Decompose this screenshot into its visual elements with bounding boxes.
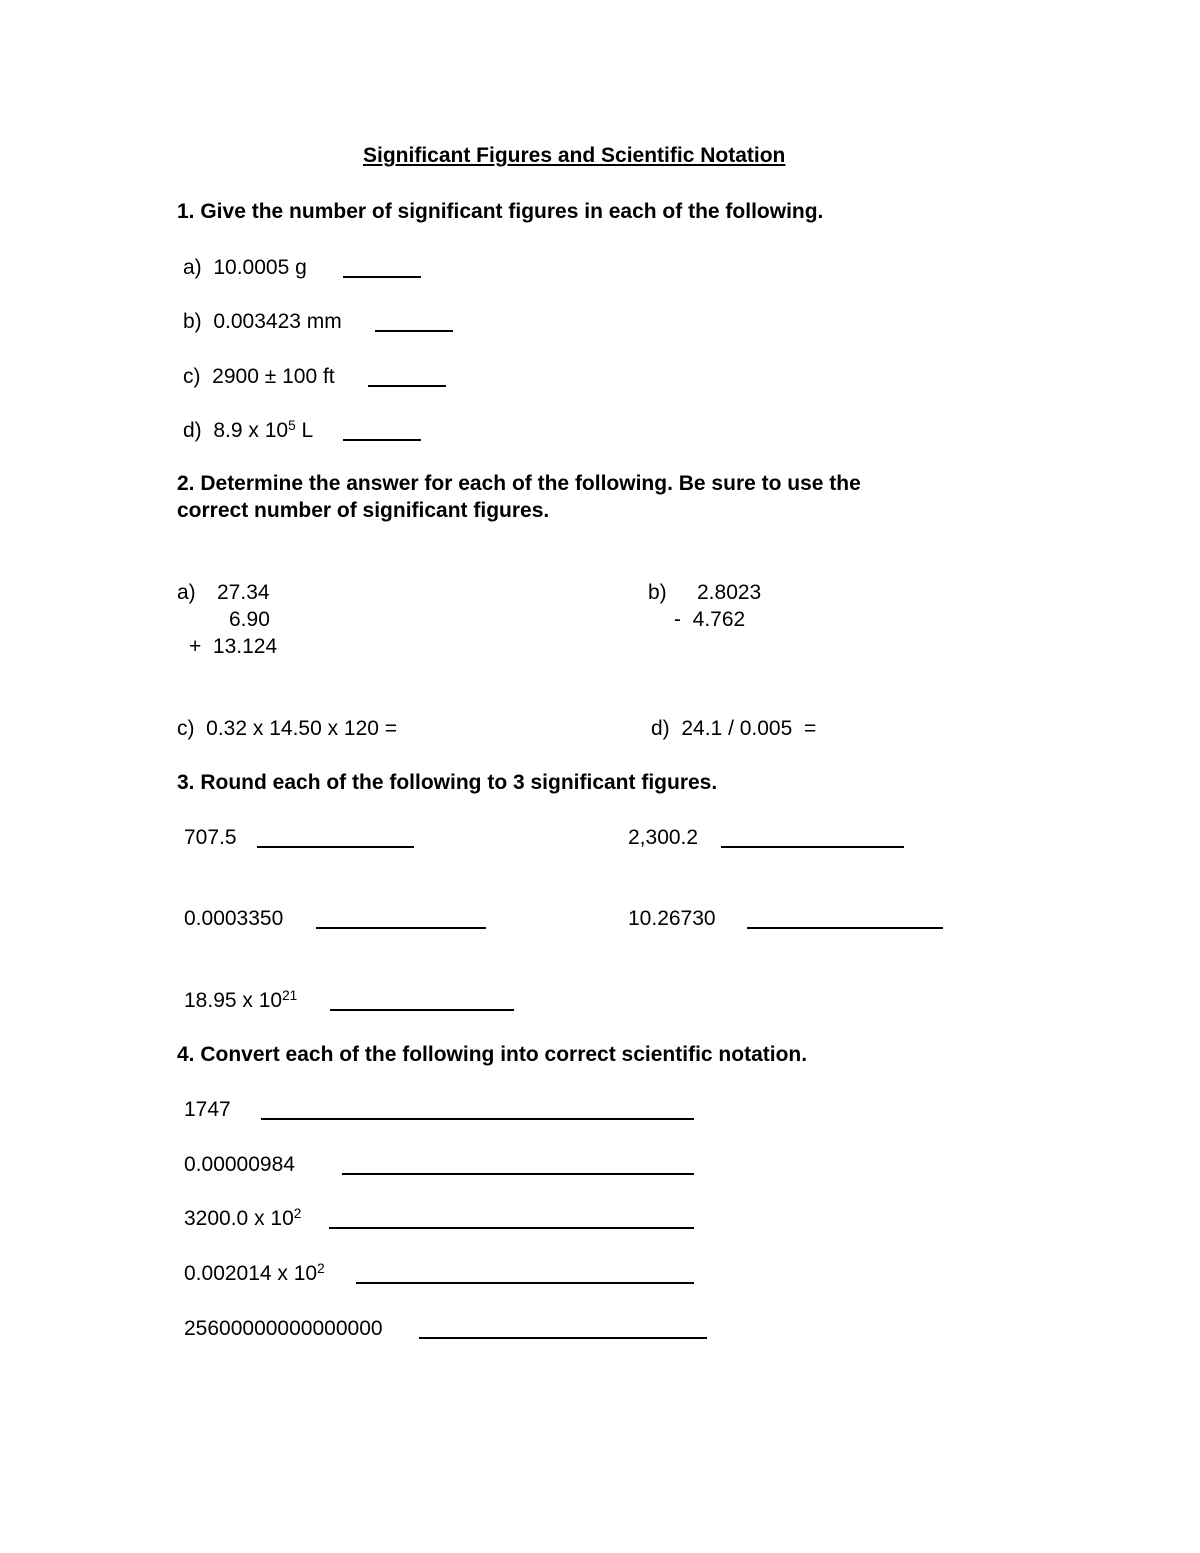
- q4-item-4: [184, 1260, 325, 1285]
- q4-item-2-value: 0.00000984: [184, 1153, 295, 1176]
- q1-item-a-label: a): [183, 256, 202, 279]
- q1-answer-blank-b[interactable]: [375, 330, 453, 332]
- q1-item-c-label: c): [183, 365, 201, 388]
- q4-answer-blank-5[interactable]: [419, 1337, 707, 1339]
- q2-a-label: a): [177, 581, 196, 604]
- q3-answer-blank-3[interactable]: [316, 927, 486, 929]
- q3-item-5-exponent: 21: [282, 987, 298, 1003]
- q2-a-line3: + 13.124: [189, 635, 278, 658]
- q4-item-4-base: 0.002014 x 10: [184, 1262, 318, 1285]
- q2-c-expression: 0.32 x 14.50 x 120 =: [206, 717, 398, 740]
- q1-item-a: [183, 257, 307, 278]
- q3-answer-blank-4[interactable]: [747, 927, 943, 929]
- q3-item-5-base: 18.95 x 10: [184, 989, 283, 1012]
- q1-answer-blank-a[interactable]: [343, 276, 421, 278]
- q1-item-b-value: 0.003423 mm: [213, 310, 342, 333]
- q1-item-c-value: 2900 ± 100 ft: [212, 365, 335, 388]
- q1-answer-blank-c[interactable]: [368, 385, 446, 387]
- q2-b-line2: - 4.762: [674, 608, 746, 631]
- q2-d: [651, 718, 816, 739]
- q1-item-b-label: b): [183, 310, 202, 333]
- q4-item-4-exponent: 2: [317, 1260, 325, 1276]
- q3-item-3-value: 0.0003350: [184, 907, 284, 930]
- q1-item-d-base: 8.9 x 10: [213, 419, 289, 442]
- q1-item-d-label: d): [183, 419, 202, 442]
- q2-c-label: c): [177, 717, 195, 740]
- q4-answer-blank-1[interactable]: [261, 1118, 694, 1120]
- question-2-prompt-line2: correct number of significant figures.: [177, 499, 550, 522]
- question-3-prompt: 3. Round each of the following to 3 significant figures.: [177, 771, 718, 794]
- q3-item-2-value: 2,300.2: [628, 826, 699, 849]
- q3-answer-blank-2[interactable]: [721, 846, 904, 848]
- q4-answer-blank-3[interactable]: [329, 1227, 694, 1229]
- q1-item-d-unit: L: [295, 419, 314, 442]
- q3-answer-blank-5[interactable]: [330, 1009, 514, 1011]
- q4-item-3-base: 3200.0 x 10: [184, 1207, 294, 1230]
- q4-item-3: [184, 1205, 302, 1230]
- q1-item-a-value: 10.0005 g: [213, 256, 307, 279]
- q3-answer-blank-1[interactable]: [257, 846, 414, 848]
- q2-c: [177, 718, 397, 739]
- q4-item-5-value: 25600000000000000: [184, 1317, 383, 1340]
- question-2-prompt-line1: 2. Determine the answer for each of the following. Be sure to use the: [177, 472, 861, 495]
- q4-answer-blank-4[interactable]: [356, 1282, 694, 1284]
- q1-item-b: [183, 311, 342, 332]
- q4-item-1-value: 1747: [184, 1098, 231, 1121]
- q3-item-5: [184, 987, 298, 1012]
- q3-item-4-value: 10.26730: [628, 907, 716, 930]
- q3-item-1-value: 707.5: [184, 826, 237, 849]
- q1-item-d: [183, 417, 314, 442]
- question-1-prompt: 1. Give the number of significant figures in each of the following.: [177, 200, 824, 223]
- q2-b-line1: 2.8023: [697, 581, 762, 604]
- q4-answer-blank-2[interactable]: [342, 1173, 694, 1175]
- q2-d-label: d): [651, 717, 670, 740]
- q2-a-line2: 6.90: [229, 608, 270, 631]
- question-4-prompt: 4. Convert each of the following into correct scientific notation.: [177, 1043, 808, 1066]
- q1-answer-blank-d[interactable]: [343, 439, 421, 441]
- q2-a-line1: 27.34: [217, 581, 270, 604]
- page-title: Significant Figures and Scientific Notation: [363, 144, 786, 167]
- q2-b-label: b): [648, 581, 667, 604]
- q1-item-c: [183, 366, 335, 387]
- q2-d-expression: 24.1 / 0.005 =: [681, 717, 817, 740]
- q1-item-d-exponent: 5: [288, 417, 296, 433]
- q4-item-3-exponent: 2: [293, 1205, 302, 1221]
